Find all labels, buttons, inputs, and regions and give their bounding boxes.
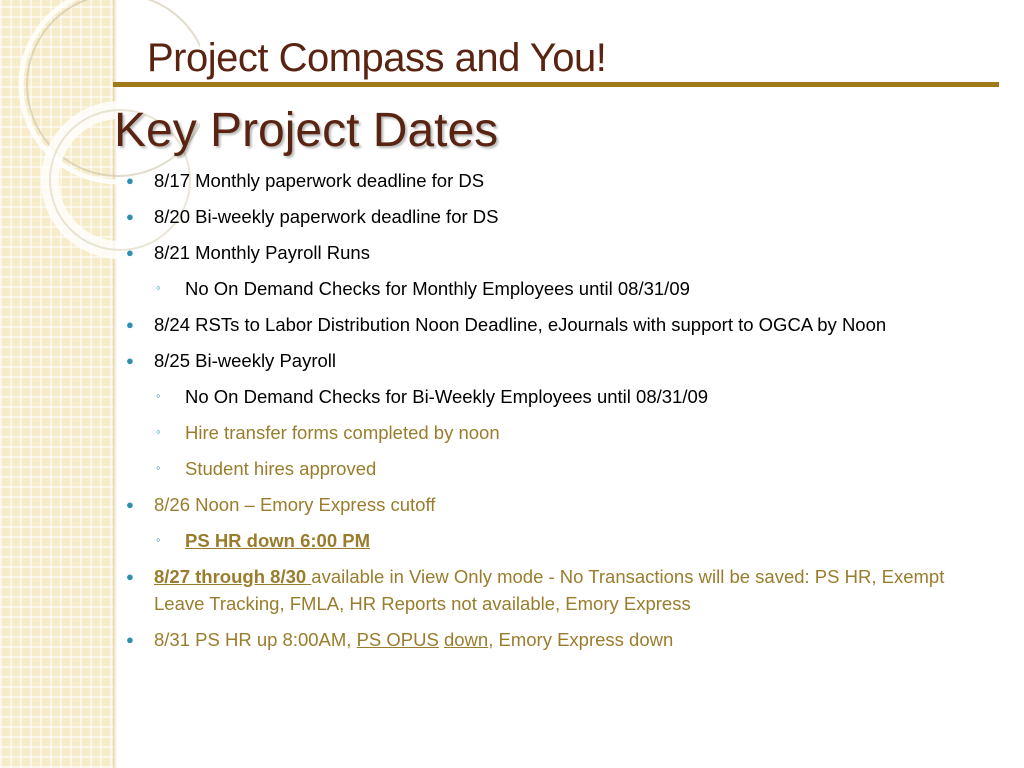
circle-bullet-icon: ◦: [156, 388, 161, 403]
circle-bullet-icon: ◦: [156, 424, 161, 439]
item-text: available in View Only mode - No Transactions will be saved: PS HR, Exempt Leave Tracking, FMLA, HR Reports not available, Emory Express: [154, 566, 945, 614]
page-title: Key Project Dates: [114, 104, 499, 157]
dot-bullet-icon: ●: [126, 209, 134, 224]
list-item: [123, 563, 983, 617]
dot-bullet-icon: ●: [126, 245, 134, 260]
list-item: [123, 626, 983, 653]
list-item: [123, 311, 983, 338]
item-text: 8/25 Bi-weekly Payroll: [154, 350, 336, 371]
list-item: [123, 491, 983, 518]
item-text: 8/24 RSTs to Labor Distribution Noon Deadline, eJournals with support to OGCA by Noon: [154, 314, 887, 335]
header-title: Project Compass and You!: [147, 36, 607, 80]
sub-list-item: [123, 455, 983, 482]
sub-list-item: [123, 275, 983, 302]
item-text: 8/31 PS HR up 8:00AM,: [154, 629, 357, 650]
sub-list-item: [123, 419, 983, 446]
circle-bullet-icon: ◦: [156, 460, 161, 475]
dot-bullet-icon: ●: [126, 632, 134, 647]
sub-list-item: [123, 527, 983, 554]
dot-bullet-icon: ●: [126, 173, 134, 188]
underlined-text: PS HR down 6:00 PM: [185, 530, 371, 551]
sub-list-item: [123, 383, 983, 410]
dot-bullet-icon: ●: [126, 317, 134, 332]
item-text: Student hires approved: [185, 458, 377, 479]
bullet-list: [123, 167, 983, 662]
list-item: [123, 239, 983, 266]
underlined-text: PS OPUS: [356, 629, 439, 650]
list-item: [123, 167, 983, 194]
item-text: Hire transfer forms completed by noon: [185, 422, 500, 443]
item-text: , Emory Express down: [488, 629, 674, 650]
dot-bullet-icon: ●: [126, 569, 134, 584]
underlined-text: 8/27 through 8/30: [154, 566, 312, 587]
circle-bullet-icon: ◦: [156, 280, 161, 295]
item-text: 8/21 Monthly Payroll Runs: [154, 242, 370, 263]
item-text: No On Demand Checks for Bi-Weekly Employees until 08/31/09: [185, 386, 709, 407]
list-item: [123, 347, 983, 374]
list-item: [123, 203, 983, 230]
item-text: 8/20 Bi-weekly paperwork deadline for DS: [154, 206, 499, 227]
underlined-text: down: [443, 629, 489, 650]
header-rule: [113, 82, 999, 87]
dot-bullet-icon: ●: [126, 497, 134, 512]
dot-bullet-icon: ●: [126, 353, 134, 368]
item-text: 8/17 Monthly paperwork deadline for DS: [154, 170, 485, 191]
circle-bullet-icon: ◦: [156, 532, 161, 547]
item-text: 8/26 Noon – Emory Express cutoff: [154, 494, 436, 515]
item-text: No On Demand Checks for Monthly Employees until 08/31/09: [185, 278, 690, 299]
